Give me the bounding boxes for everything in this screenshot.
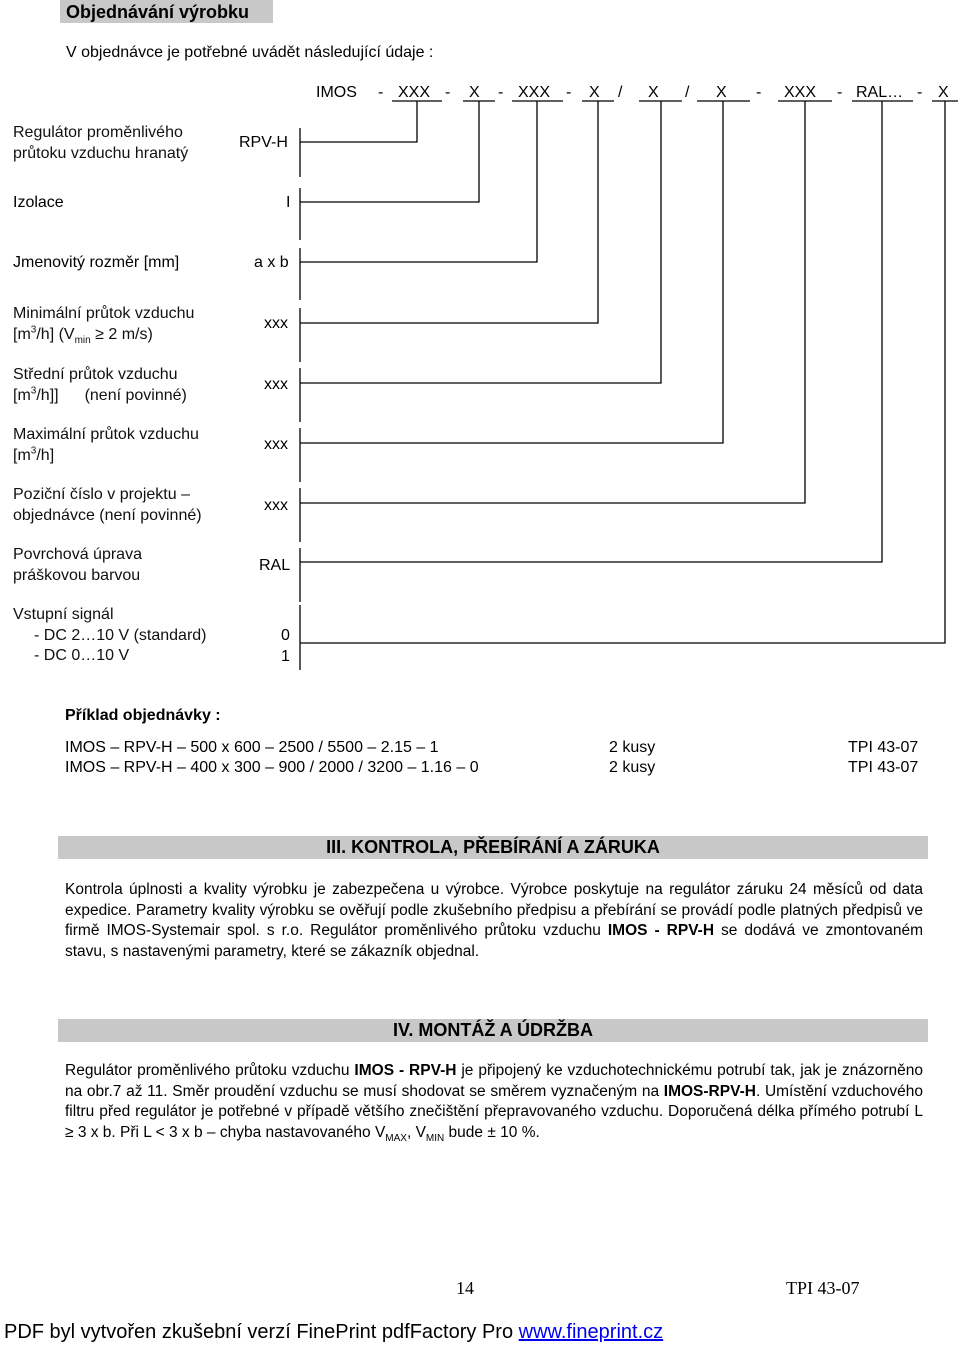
row-value-min-flow: xxx xyxy=(264,315,288,332)
code-segment: X xyxy=(716,84,727,101)
example-line-2-std: TPI 43-07 xyxy=(848,759,919,776)
signal-value-1: 0 xyxy=(281,627,290,644)
row-label-line: Povrchová úprava xyxy=(13,546,142,563)
section-3-header xyxy=(58,836,928,859)
row-label-line: Maximální průtok vzduchu xyxy=(13,426,199,443)
row-label-line: Minimální průtok vzduchu xyxy=(13,305,195,322)
code-segment: - xyxy=(378,84,384,101)
section-4-header xyxy=(58,1019,928,1042)
row-label-line: Střední průtok vzduchu xyxy=(13,366,178,383)
code-segment: - xyxy=(498,84,504,101)
code-segment: - xyxy=(837,84,843,101)
code-segment: IMOS xyxy=(316,84,357,101)
code-segment: / xyxy=(618,84,623,101)
code-segment: - xyxy=(566,84,572,101)
code-connector xyxy=(300,101,479,202)
code-segment: X xyxy=(469,84,480,101)
row-label-line: $[m^3/h]$] (není povinné) xyxy=(13,385,187,404)
intro-text: V objednávce je potřebné uvádět následující údaje : xyxy=(66,44,434,61)
code-segment: - xyxy=(756,84,762,101)
row-label-max-flow xyxy=(13,425,199,466)
code-connector xyxy=(300,101,537,262)
code-connector xyxy=(300,101,882,562)
footer-text: PDF byl vytvořen zkušební verzí FinePrint pdfFactory Pro xyxy=(4,1321,519,1343)
code-segment: XXX xyxy=(784,84,817,101)
row-label-insulation: Izolace xyxy=(13,194,64,211)
section-4-title: IV. MONTÁŽ A ÚDRŽBA xyxy=(393,1020,593,1040)
row-label-signal xyxy=(13,605,207,667)
code-connector xyxy=(300,101,598,323)
row-label-min-flow xyxy=(13,304,194,345)
footer-link[interactable]: www.fineprint.cz xyxy=(518,1321,664,1343)
row-label-position xyxy=(13,485,202,526)
row-value-surface: RAL xyxy=(259,557,291,574)
row-label-line: Poziční číslo v projektu – xyxy=(13,486,190,503)
row-label-mid-flow xyxy=(13,365,187,406)
code-connector xyxy=(300,101,723,443)
signal-option-1: - DC 2…10 V (standard) xyxy=(34,626,207,644)
example-title: Příklad objednávky : xyxy=(65,707,221,724)
row-value-position: xxx xyxy=(264,497,288,514)
pdf-footer xyxy=(4,1321,663,1344)
code-segment: RAL… xyxy=(856,84,904,101)
section-3-paragraph: Kontrola úplnosti a kvality výrobku je zabezpečena u výrobce. Výrobce poskytuje na regulátor záruku 24 měsíců od data expedice. Parametry kvality výrobku se ověřují podle zkušebního předpisu a přebírání se provádí podle platných předpisů ve firmě IMOS-Systemair spol. s r.o. Regulátor proměnlivého průtoku vzduchu IMOS - RPV-H se dodává ve zmontovaném stavu, s nastavenými parametry, které se zákazník objednal. xyxy=(65,881,923,960)
row-label-line: Vstupní signál xyxy=(13,606,114,623)
page-number: 14 xyxy=(456,1278,474,1298)
code-connector xyxy=(300,101,417,142)
example-line-1-code: IMOS – RPV-H – 500 x 600 – 2500 / 5500 – 2.15 – 1 xyxy=(65,739,439,756)
row-label-nominal-size: Jmenovitý rozměr [mm] xyxy=(13,254,180,271)
row-label-line: práškovou barvou xyxy=(13,566,141,584)
section-title: Objednávání výrobku xyxy=(66,2,250,22)
page-doc-id: TPI 43-07 xyxy=(786,1278,860,1298)
section-3-title: III. KONTROLA, PŘEBÍRÁNÍ A ZÁRUKA xyxy=(326,837,660,857)
code-segment: X xyxy=(589,84,600,101)
signal-value-2: 1 xyxy=(281,648,290,665)
row-label-line: $[m^3/h]$ xyxy=(13,445,55,464)
code-segment: XXX xyxy=(398,84,431,101)
row-label-line: objednávce (není povinné) xyxy=(13,506,202,524)
code-segment: - xyxy=(445,84,451,101)
row-label-surface xyxy=(13,545,142,586)
code-segment: X xyxy=(938,84,949,101)
row-label-text: Regulátor proměnlivého průtoku vzduchu hranatý xyxy=(13,124,189,162)
example-line-2-code: IMOS – RPV-H – 400 x 300 – 900 / 2000 / 3200 – 1.16 – 0 xyxy=(65,759,479,776)
example-line-1-qty: 2 kusy xyxy=(609,739,656,756)
code-connector xyxy=(300,101,661,383)
example-line-1-std: TPI 43-07 xyxy=(848,739,919,756)
row-value-insulation: I xyxy=(286,194,291,211)
row-label-regulator xyxy=(13,123,213,164)
row-value-mid-flow: xxx xyxy=(264,376,288,393)
row-value-rpvh: RPV-H xyxy=(239,134,288,151)
code-segment: X xyxy=(648,84,659,101)
row-value-nominal-size: a x b xyxy=(254,254,289,271)
code-segment: / xyxy=(685,84,690,101)
row-label-line: $[m^3/h] (V_{min} \ge 2$ m/s) xyxy=(13,324,153,346)
row-value-max-flow: xxx xyxy=(264,436,288,453)
code-segment: XXX xyxy=(518,84,551,101)
section-4-paragraph: Regulátor proměnlivého průtoku vzduchu IMOS - RPV-H je připojený ke vzduchotechnickému potrubí tak, jak je znázorněno na obr.7 až 11. Směr proudění vzduchu se musí shodovat se směrem vyznačeným na IMOS-RPV-H. Umístění vzduchového filtru před regulátor je potřebné v případě většího znečištění přepravovaného vzduchu. Doporučená délka přímého potrubí L ≥ 3 x b. Při L < 3 x b – chyba nastavovaného $V_{MAX}$, $V_{MIN}$ bude ± 10 %. xyxy=(65,1062,924,1144)
example-line-2-qty: 2 kusy xyxy=(609,759,656,776)
code-segment: - xyxy=(917,84,923,101)
signal-option-2: - DC 0…10 V xyxy=(34,647,130,664)
